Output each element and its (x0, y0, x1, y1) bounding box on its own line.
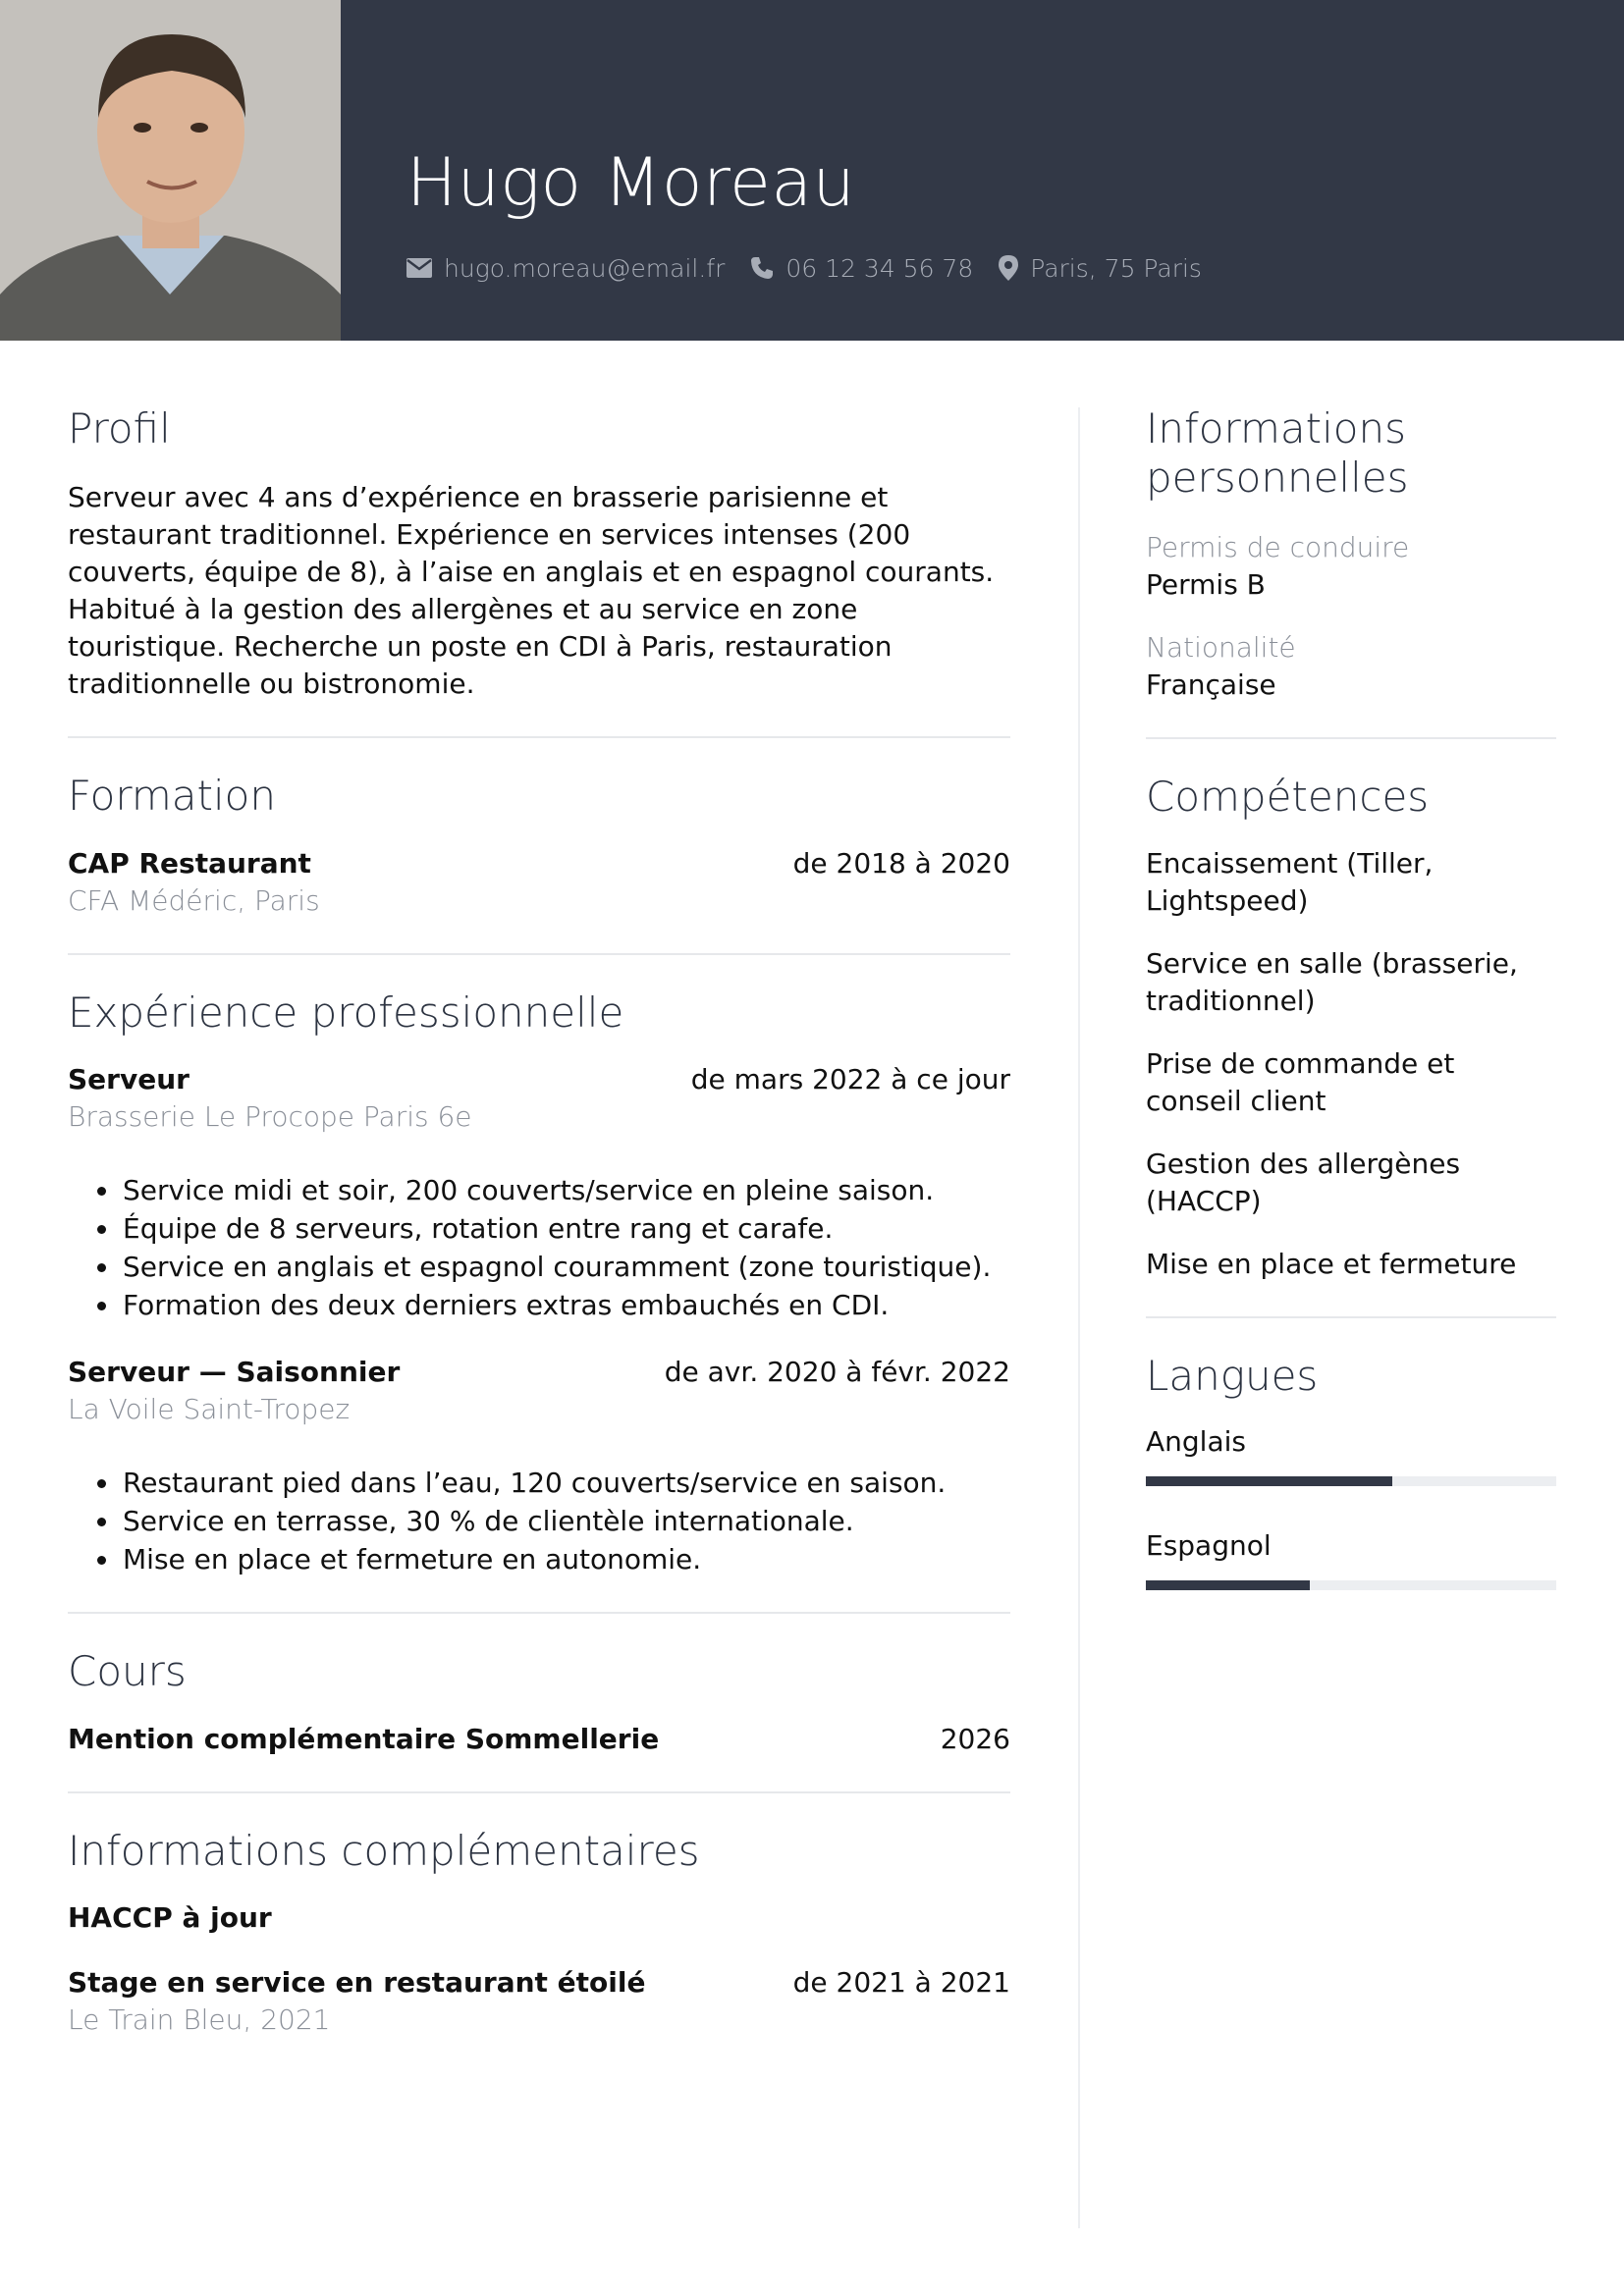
section-title-complementaires: Informations complémentaires (68, 1826, 700, 1875)
list-item: • Formation des deux derniers extras embauchés en CDI. (121, 1286, 1010, 1324)
internship-place: Le Train Bleu, 2021 (68, 2002, 331, 2036)
degree-dates: de 2018 à 2020 (792, 846, 1010, 880)
phone-icon (750, 256, 774, 280)
internship-title: Stage en service en restaurant étoilé (68, 1965, 646, 1999)
portrait-image (0, 0, 341, 341)
candidate-name: Hugo Moreau (406, 144, 856, 222)
section-divider (68, 953, 1010, 955)
profile-section (68, 404, 1010, 703)
contact-email[interactable] (406, 254, 725, 283)
section-title-cours: Cours (68, 1647, 187, 1696)
section-divider (1146, 1316, 1556, 1318)
list-item: • Service en anglais et espagnol couramment (zone touristique). (121, 1248, 1010, 1286)
section-title-formation: Formation (68, 772, 276, 821)
personal-field (1146, 529, 1556, 604)
list-item: • Service midi et soir, 200 couverts/service en pleine saison. (121, 1171, 1010, 1209)
experience-section (68, 988, 1010, 1578)
language-name: Anglais (1146, 1424, 1246, 1458)
language-item (1146, 1527, 1556, 1590)
section-title-profil: Profil (68, 404, 171, 453)
job-entry (68, 1354, 1010, 1578)
map-pin-icon (999, 255, 1018, 281)
languages-section (1146, 1352, 1556, 1589)
profile-photo (0, 0, 341, 341)
skills-section (1146, 773, 1556, 1283)
job-dates: de mars 2022 à ce jour (690, 1063, 1010, 1096)
location-text: Paris, 75 Paris (1030, 253, 1202, 283)
language-level-bar (1146, 1476, 1556, 1486)
job-bullets (68, 1171, 1010, 1324)
additional-info-section (68, 1827, 1010, 2039)
language-item (1146, 1423, 1556, 1486)
header-banner (0, 0, 1624, 341)
skill-item: Gestion des allergènes (HACCP) (1146, 1148, 1461, 1218)
skill-item: Mise en place et fermeture (1146, 1248, 1517, 1281)
envelope-icon (406, 258, 432, 278)
phone-text: 06 12 34 56 78 (785, 253, 974, 283)
column-divider (1078, 407, 1080, 2228)
field-value: Permis B (1146, 567, 1266, 601)
course-name: Mention complémentaire Sommellerie (68, 1722, 660, 1755)
skill-item: Service en salle (brasserie, traditionnel) (1146, 947, 1518, 1018)
job-employer: La Voile Saint-Tropez (68, 1393, 351, 1426)
contact-location (999, 254, 1202, 283)
job-entry (68, 1061, 1010, 1324)
contact-phone[interactable] (750, 254, 973, 283)
list-item: • Mise en place et fermeture en autonomie. (121, 1540, 1010, 1578)
email-text: hugo.moreau@email.fr (444, 253, 726, 283)
course-entry (68, 1721, 1010, 1758)
school-name: CFA Médéric, Paris (68, 883, 320, 917)
section-title-languages: Langues (1146, 1352, 1319, 1401)
list-item: • Équipe de 8 serveurs, rotation entre rang et carafe. (121, 1209, 1010, 1248)
field-label: Nationalité (1146, 630, 1296, 664)
job-employer: Brasserie Le Procope Paris 6e (68, 1100, 472, 1134)
section-title-skills: Compétences (1146, 772, 1430, 821)
additional-item-title: HACCP à jour (68, 1900, 272, 1934)
internship-dates: de 2021 à 2021 (792, 1965, 1010, 1999)
language-level-bar (1146, 1580, 1556, 1590)
list-item: • Service en terrasse, 30 % de clientèle internationale. (121, 1502, 1010, 1540)
language-level-fill (1146, 1580, 1310, 1590)
section-divider (68, 736, 1010, 738)
course-year: 2026 (940, 1722, 1010, 1755)
courses-section (68, 1647, 1010, 1757)
section-divider (68, 1791, 1010, 1793)
additional-item (68, 1899, 1010, 1937)
list-item: • Restaurant pied dans l’eau, 120 couverts/service en saison. (121, 1464, 1010, 1502)
profile-summary: Serveur avec 4 ans d’expérience en brasserie parisienne et restaurant traditionnel. Expérience en services intenses (200 couverts, équipe de 8), à l’aise en anglais et en espagnol courants. Habitué à la gestion des allergènes et au service en zone touristique. Recherche un poste en CDI à Paris, restauration traditionnelle ou bistronomie. (68, 481, 995, 701)
additional-item (68, 1964, 1010, 2039)
degree-title: CAP Restaurant (68, 846, 311, 880)
job-dates: de avr. 2020 à févr. 2022 (664, 1356, 1010, 1389)
personal-info-section (1146, 404, 1556, 704)
language-level-fill (1146, 1476, 1392, 1486)
job-role: Serveur (68, 1063, 189, 1096)
skill-item: Encaissement (Tiller, Lightspeed) (1146, 847, 1434, 918)
sidebar-column (1146, 404, 1556, 1590)
section-title-experience: Expérience professionnelle (68, 988, 624, 1037)
section-divider (68, 1612, 1010, 1614)
section-divider (1146, 737, 1556, 739)
job-role: Serveur — Saisonnier (68, 1356, 401, 1389)
job-bullets (68, 1464, 1010, 1578)
field-label: Permis de conduire (1146, 530, 1410, 563)
main-column (68, 404, 1010, 2039)
personal-field (1146, 629, 1556, 704)
formation-section (68, 772, 1010, 919)
skill-item: Prise de commande et conseil client (1146, 1047, 1455, 1118)
language-name: Espagnol (1146, 1528, 1272, 1562)
formation-entry (68, 845, 1010, 920)
section-title-personal: Informations personnelles (1146, 404, 1409, 503)
contact-bar (406, 251, 1227, 285)
field-value: Française (1146, 667, 1276, 701)
